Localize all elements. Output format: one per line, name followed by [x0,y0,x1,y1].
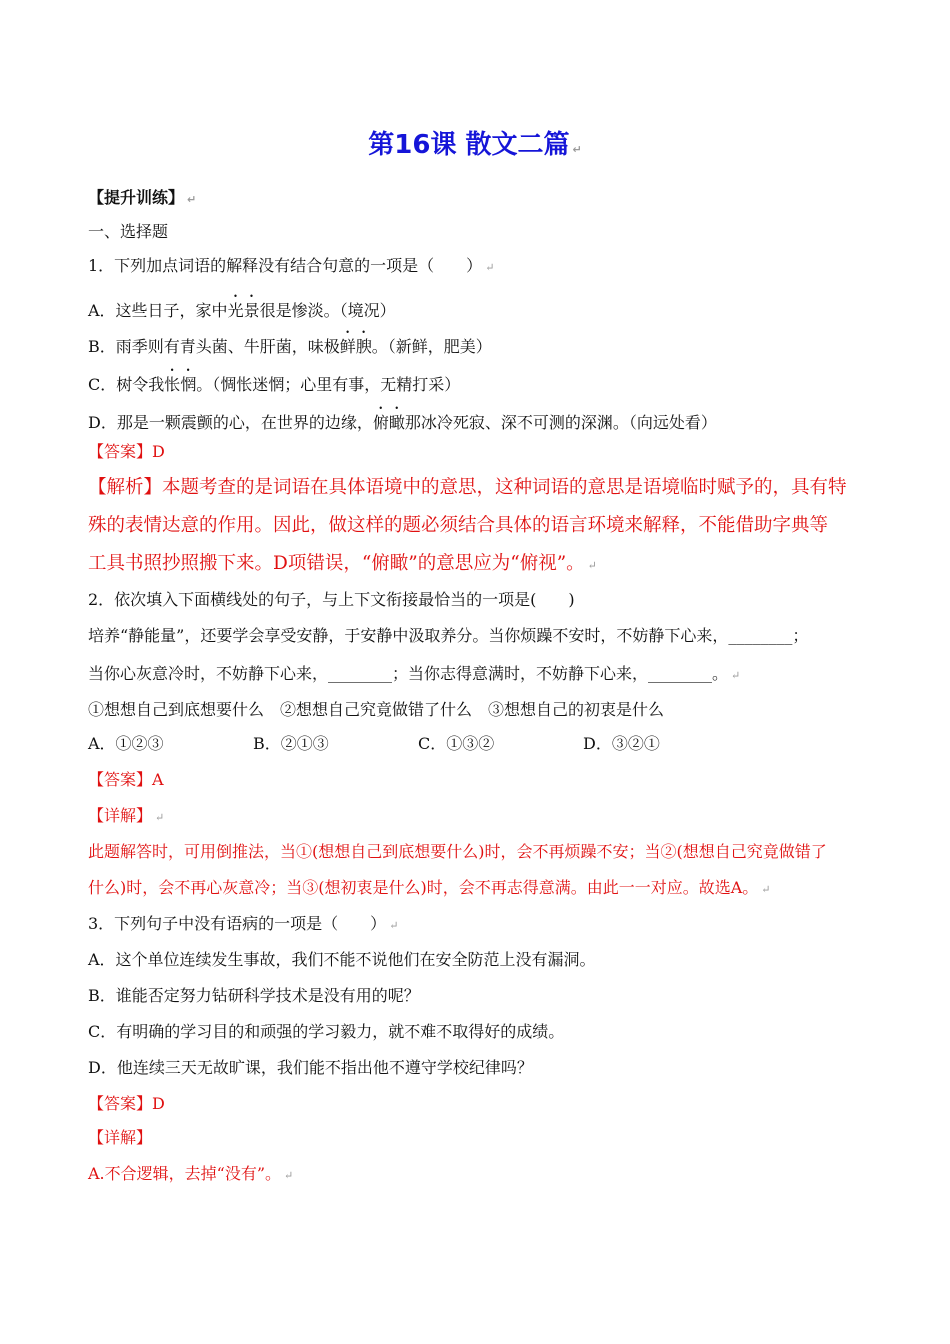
dotted-word: 鲜腴 [339,337,372,356]
dotted-word: 光景 [227,301,260,320]
q1-analysis-line: 殊的表情达意的作用。因此，做这样的题必须结合具体的语言环境来解释，不能借助字典等 [88,515,829,536]
dotted-word: 怅惘 [164,375,197,394]
page-title: 第16课 散文二篇 ↵ [368,130,582,160]
q2-detail-line: 什么)时，会不再心灰意冷；当③(想初衷是什么)时，会不再志得意满。由此一一对应。故选A。 ↵ [88,878,771,897]
q1-option-d: D．那是一颗震颤的心，在世界的边缘，俯瞰那冰冷死寂、深不可测的深渊。（向远处看） [88,413,717,432]
q3-stem: 3．下列句子中没有语病的一项是（ ） ↵ [88,914,399,933]
section-heading: 一、选择题 [88,222,169,241]
q1-analysis-line: 工具书照抄照搬下来。D项错误，“俯瞰”的意思应为“俯视”。 ↵ [88,553,597,574]
q1-option-b: B．雨季则有青头菌、牛肝菌，味极鲜腴。（新鲜，肥美） [88,337,492,356]
q3-option-d: D．他连续三天无故旷课，我们能不指出他不遵守学校纪律吗？ [88,1058,533,1077]
q1-option-c: C．树令我怅惘。（惆怅迷惘；心里有事，无精打采） [88,375,461,394]
dotted-word: 俯瞰 [372,413,405,432]
q1-answer: 【答案】D [88,442,165,461]
q2-option-c: C．①③② [418,734,495,753]
q2-detail-line: 此题解答时，可用倒推法，当①(想想自己到底想要什么)时，会不再烦躁不安；当②(想想自己究竟做错了 [88,842,827,861]
q2-answer: 【答案】A [88,770,164,789]
q3-detail-label: 【详解】 [88,1128,153,1147]
q2-passage-line: 培养“静能量”，还要学会享受安静，于安静中汲取养分。当你烦躁不安时，不妨静下心来，________； [88,626,809,645]
q3-detail-line: A.不合逻辑，去掉“没有”。 ↵ [88,1164,294,1183]
q2-options [88,734,660,754]
q1-option-a: A．这些日子，家中光景很是惨淡。（境况） [88,301,396,320]
q2-option-a: A．①②③ [88,734,164,753]
q3-option-a: A．这个单位连续发生事故，我们不能不说他们在安全防范上没有漏洞。 [88,950,596,969]
q2-choices: ①想想自己到底想要什么 ②想想自己究竟做错了什么 ③想想自己的初衷是什么 [88,700,665,719]
q2-stem: 2．依次填入下面横线处的句子，与上下文衔接最恰当的一项是( ) [88,590,575,609]
q3-option-c: C．有明确的学习目的和顽强的学习毅力，就不难不取得好的成绩。 [88,1022,565,1041]
q2-detail-label: 【详解】 ↵ [88,806,165,825]
q2-passage-line: 当你心灰意冷时，不妨静下心来，________；当你志得意满时，不妨静下心来，________。 ↵ [88,664,741,683]
q1-analysis-line: 【解析】本题考查的是词语在具体语境中的意思，这种词语的意思是语境临时赋予的，具有特 [88,477,847,498]
section-label: 【提升训练】 ↵ [88,188,197,207]
q3-option-b: B．谁能否定努力钻研科学技术是没有用的呢？ [88,986,420,1005]
q2-option-d: D．③②① [583,734,660,753]
q1-stem: 1．下列加点词语的解释没有结合句意的一项是（ ） ↵ [88,256,495,275]
q2-option-b: B．②①③ [253,734,329,753]
q3-answer: 【答案】D [88,1094,165,1113]
